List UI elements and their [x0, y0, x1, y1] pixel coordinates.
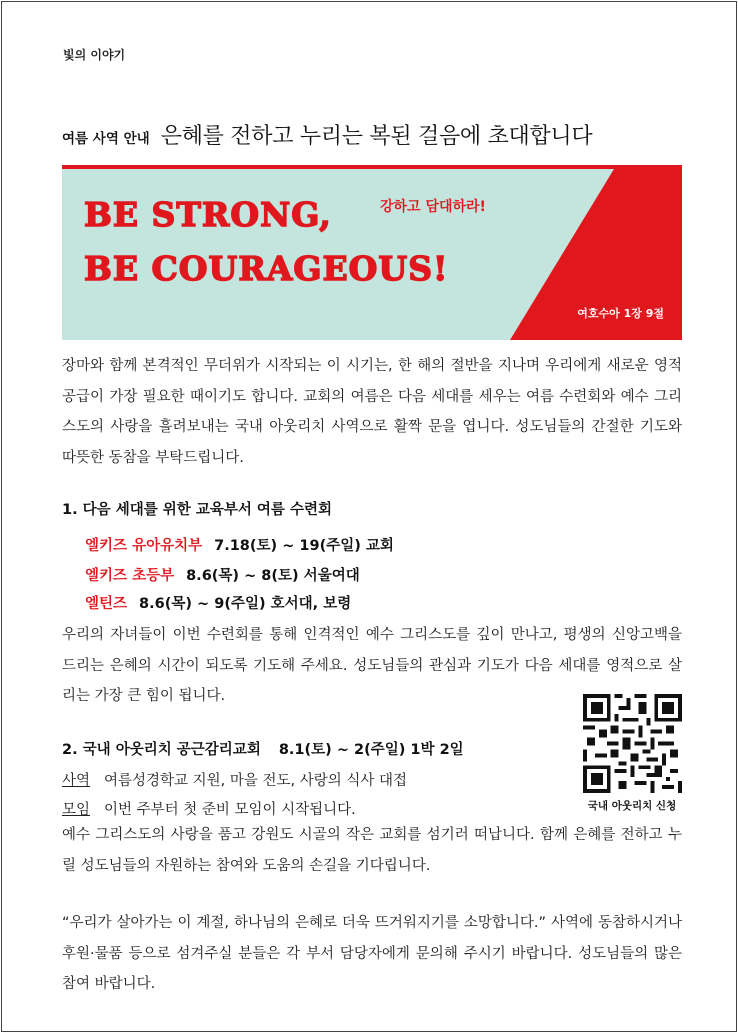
section-1-heading: 1. 다음 세대를 위한 교육부서 여름 수련회: [62, 502, 332, 518]
headline: [62, 119, 592, 150]
bulletin-page: [1, 1, 737, 1032]
qr-code-icon[interactable]: [583, 694, 682, 793]
banner-line-2: BE COURAGEOUS!: [84, 249, 449, 288]
banner-scripture-reference: 여호수아 1장 9절: [577, 307, 664, 320]
retreat-name: 엘키즈 초등부: [85, 568, 175, 584]
section-2-title: 2. 국내 아웃리치 공근감리교회: [62, 742, 261, 758]
scripture-banner: [62, 165, 682, 340]
banner-korean-title: 강하고 담대하라!: [380, 199, 486, 215]
retreat-detail: 7.18(토) ~ 19(주일) 교회: [214, 538, 394, 554]
intro-paragraph: 장마와 함께 본격적인 무더위가 시작되는 이 시기는, 한 해의 절반을 지나며 우리에게 새로운 영적 공급이 가장 필요한 때이기도 합니다. 교회의 여름은 다음 세대를 세우는 여름 수련회와 예수 그리스도의 사랑을 흘려보내는 국내 아웃리치 사역으로 활짝 문을 엽니다. 성도님들의 간절한 기도와 따뜻한 동참을 부탁드립니다.: [62, 358, 682, 466]
retreat-item: [85, 592, 351, 613]
retreat-name: 엘틴즈: [85, 596, 128, 612]
section-1-body: 우리의 자녀들이 이번 수련회를 통해 인격적인 예수 그리스도를 깊이 만나고, 평생의 신앙고백을 드리는 은혜의 시간이 되도록 기도해 주세요. 성도님들의 관심과 기도가 다음 세대를 영적으로 살리는 가장 큰 힘이 됩니다.: [62, 627, 682, 704]
headline-title: 은혜를 전하고 누리는 복된 걸음에 초대합니다: [160, 124, 593, 149]
outreach-row: [62, 769, 407, 790]
section-2-date: 8.1(토) ~ 2(주일) 1박 2일: [278, 742, 464, 758]
headline-tag: 여름 사역 안내: [62, 131, 150, 147]
banner-line-1: BE STRONG,: [84, 195, 332, 234]
retreat-detail: 8.6(목) ~ 9(주일) 호서대, 보령: [139, 596, 352, 612]
retreat-item: [85, 564, 360, 585]
closing-paragraph: “우리가 살아가는 이 계절, 하나님의 은혜로 더욱 뜨거워지기를 소망합니다.” 사역에 동참하시거나 후원·물품 등으로 섬겨주실 분들은 각 부서 담당자에게 문의해 주시기 바랍니다. 성도님들의 많은 참여 바랍니다.: [62, 915, 682, 992]
outreach-row: [62, 798, 356, 819]
retreat-name: 엘키즈 유아유치부: [85, 538, 203, 554]
section-tag: 빛의 이야기: [63, 48, 126, 62]
retreat-item: [85, 534, 394, 555]
outreach-row-label: 모임: [62, 802, 91, 818]
outreach-row-text: 여름성경학교 지원, 마을 전도, 사랑의 식사 대접: [104, 773, 408, 789]
section-2-heading: [62, 738, 464, 759]
section-2-body: 예수 그리스도의 사랑을 품고 강원도 시골의 작은 교회를 섬기러 떠납니다. 함께 은혜를 전하고 누릴 성도님들의 자원하는 참여와 도움의 손길을 기다립니다.: [62, 827, 682, 874]
outreach-row-label: 사역: [62, 773, 91, 789]
qr-code-label: 국내 아웃리치 신청: [587, 800, 677, 812]
retreat-detail: 8.6(목) ~ 8(토) 서울여대: [186, 568, 360, 584]
outreach-row-text: 이번 주부터 첫 준비 모임이 시작됩니다.: [104, 802, 356, 818]
